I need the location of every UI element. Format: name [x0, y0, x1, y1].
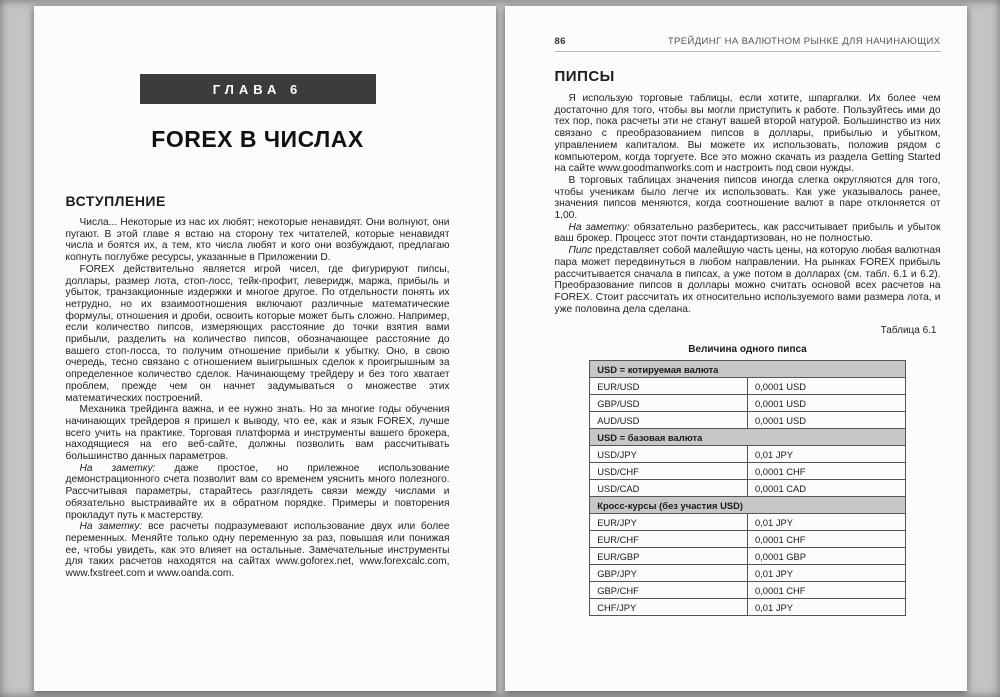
table-section-label: Кросс-курсы (без участия USD)	[590, 497, 906, 514]
page-number: 86	[554, 36, 566, 47]
pip-value-cell: 0,0001 CHF	[747, 531, 905, 548]
right-page-body	[555, 93, 941, 315]
section-heading-intro: ВСТУПЛЕНИЕ	[65, 193, 166, 209]
table-row	[590, 582, 906, 599]
paragraph: Механика трейдинга важна, и ее нужно знать. Но за многие годы обучения начинающих трейдеров я пришел к выводу, что ее, как и язык FOREX, лучше всего учить на практике. Торговая платформа и инструменты вашего брокера, находящиеся на его веб-сайте, должны позволить вам рассчитывать большинство данных параметров.	[65, 404, 450, 463]
currency-pair-cell: USD/JPY	[590, 446, 748, 463]
pip-value-cell: 0,0001 CHF	[747, 582, 905, 599]
currency-pair-cell: USD/CAD	[590, 480, 748, 497]
currency-pair-cell: USD/CHF	[590, 463, 748, 480]
table-row	[590, 565, 906, 582]
paragraph: Я использую торговые таблицы, если хотите, шпаргалки. Их более чем достаточно для того, чтобы вы могли приступить к работе. Пользуйтесь ими до тех пор, пока расчеты эти не станут вашей второй натурой. Большинство из них связано с преобразованием пипсов в доллары, прибылью и убытком, управлением капиталом. Вы можете их использовать, положив рядом с компьютером, когда торгуете. Все это можно скачать из раздела Getting Started на сайте www.goodmanworks.com и настроить под свои нужды.	[554, 93, 941, 175]
table-section-label: USD = базовая валюта	[590, 429, 906, 446]
right-page	[505, 6, 967, 691]
pip-value-cell: 0,0001 CAD	[747, 480, 905, 497]
pip-value-cell: 0,0001 USD	[747, 378, 905, 395]
currency-pair-cell: CHF/JPY	[590, 599, 748, 616]
table-row	[590, 480, 906, 497]
table-row	[590, 548, 906, 565]
running-header-title: ТРЕЙДИНГ НА ВАЛЮТНОМ РЫНКЕ ДЛЯ НАЧИНАЮЩИХ	[667, 36, 941, 47]
table-row	[590, 412, 906, 429]
paragraph: На заметку: обязательно разберитесь, как рассчитывает прибыль и убыток ваш брокер. Процесс этот почти стандартизован, но не полностью.	[554, 221, 941, 245]
pip-value-cell: 0,0001 USD	[747, 395, 905, 412]
pip-value-cell: 0,01 JPY	[747, 446, 905, 463]
chapter-title: FOREX В ЧИСЛАХ	[151, 126, 364, 152]
running-head	[555, 36, 941, 52]
pip-value-cell: 0,01 JPY	[747, 514, 905, 531]
currency-pair-cell: GBP/JPY	[590, 565, 748, 582]
table-row	[590, 378, 906, 395]
pip-value-cell: 0,0001 GBP	[747, 548, 905, 565]
table-row	[590, 463, 906, 480]
table-row	[590, 395, 906, 412]
currency-pair-cell: EUR/JPY	[590, 514, 748, 531]
paragraph: На заметку: все расчеты подразумевают использование двух или более переменных. Меняйте только одну переменную за раз, повышая или понижая ее, чтобы увидеть, как это влияет на остальные. Замечательные инструменты для таких расчетов находятся на сайтах www.goforex.net, www.forexcalc.com, www.fxstreet.com и www.oanda.com.	[65, 521, 450, 580]
currency-pair-cell: EUR/GBP	[590, 548, 748, 565]
table-section-label: USD = котируемая валюта	[590, 361, 906, 378]
currency-pair-cell: GBP/USD	[590, 395, 748, 412]
paragraph: Числа... Некоторые из нас их любят; некоторые ненавидят. Они волнуют, они пугают. В этой главе я встаю на сторону тех читателей, которые ненавидят числа и боятся их, а тем, кто числа любят и кого они возбуждают, предлагаю копнуть поглубже ресурсы, указанные в Приложении D.	[65, 217, 450, 264]
paragraph: На заметку: даже простое, но прилежное использование демонстрационного счета позволит вам со временем уяснить много полезного. Рассчитывая параметры, старайтесь разглядеть связи между числами и обязательно выстраивайте их в обратном порядке. Примеры и повторения прокладут путь к мастерству.	[65, 462, 450, 521]
left-page	[34, 6, 496, 691]
paragraph: FOREX действительно является игрой чисел, где фигурируют пипсы, доллары, размер лота, стоп-лосс, тейк-профит, леверидж, маржа, прибыль и убыток, транзакционные издержки и многое другое. По отдельности понять их нетрудно, но их взаимоотношения включают различные математические формулы, отношения и дроби, освоить которые может быть сложно. Например, если количество пипсов, измеряющих расстояние до точки взятия вами прибыли, разделить на количество пипсов, обозначающее расстояние до вашего стоп-лосса, то получим отношение прибыли к убытку. Оно, в свою очередь, тесно связано с отношением выигрышных сделок к проигрышным за определенное количество сделок. Начинающему трейдеру и без того хватает проблем, прежде чем он начнет задумываться о множестве этих математических построений.	[65, 263, 450, 404]
table-row	[590, 446, 906, 463]
chapter-badge	[140, 74, 376, 104]
currency-pair-cell: EUR/CHF	[590, 531, 748, 548]
pip-table-body	[590, 361, 906, 616]
left-page-body	[66, 217, 450, 580]
paragraph: Пипс представляет собой малейшую часть цены, на которую любая валютная пара может передвинуться в любом направлении. На рынках FOREX прибыль рассчитывается сначала в пипсах, а уже потом в долларах (см. табл. 6.1 и 6.2). Преобразование пипсов в доллары можно считать основой всех расчетов на FOREX. Стоит рассчитать их относительно используемого вами размера лота, и уже половина дела сделана.	[554, 245, 941, 315]
currency-pair-cell: GBP/CHF	[590, 582, 748, 599]
paragraph: В торговых таблицах значения пипсов иногда слегка округляются для того, чтобы ученикам было легче их использовать. Как уже указывалось ранее, значения пипсов меняются, когда соотношение валют в паре отклоняется от 1,00.	[554, 174, 941, 222]
table-row	[590, 599, 906, 616]
table-row	[590, 531, 906, 548]
pip-value-cell: 0,01 JPY	[747, 599, 905, 616]
table-label: Таблица 6.1	[880, 325, 937, 337]
pip-value-table	[589, 360, 906, 616]
currency-pair-cell: AUD/USD	[590, 412, 748, 429]
pip-value-cell: 0,01 JPY	[747, 565, 905, 582]
table-section-row	[590, 429, 906, 446]
table-section-row	[590, 361, 906, 378]
table-row	[590, 514, 906, 531]
section-heading-pips: ПИПСЫ	[554, 68, 615, 85]
currency-pair-cell: EUR/USD	[590, 378, 748, 395]
pip-value-cell: 0,0001 CHF	[747, 463, 905, 480]
pip-value-cell: 0,0001 USD	[747, 412, 905, 429]
table-caption: Величина одного пипса	[688, 344, 807, 356]
table-section-row	[590, 497, 906, 514]
chapter-badge-label: ГЛАВА 6	[212, 81, 303, 97]
